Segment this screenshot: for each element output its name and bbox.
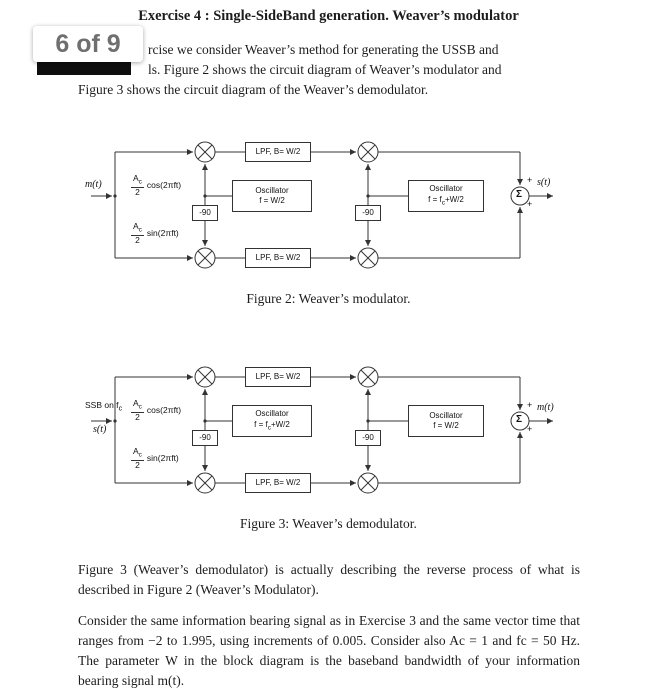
fig3-input-label: SSB on $f_c$ <box>85 400 123 413</box>
amplitude-numerator <box>131 447 144 461</box>
fig2-cos-carrier-label <box>131 174 181 197</box>
fig3-oscillator-second <box>408 405 484 437</box>
multiplier-icon <box>358 367 378 387</box>
fig3-cos-carrier-label <box>131 399 181 422</box>
fig3-phase-shifter-second <box>355 430 381 446</box>
amplitude-fraction <box>131 222 144 245</box>
lpf-label: LPF, B= W/2 <box>255 252 301 262</box>
amplitude-denominator: 2 <box>135 460 140 471</box>
amp-symbol: A <box>133 398 139 408</box>
amplitude-numerator <box>131 399 144 413</box>
multiplier-icon <box>195 248 215 268</box>
fig3-oscillator-first <box>232 405 312 437</box>
fig3-phase-shifter-first <box>192 430 218 446</box>
oscillator-label: Oscillator <box>255 185 289 195</box>
intro-text-line2: ls. Figure 2 shows the circuit diagram of Weaver’s modulator and <box>148 62 502 77</box>
fig2-output-label: s(t) <box>537 177 551 188</box>
fig3-input-signal-label: s(t) <box>93 424 107 435</box>
figure-3-wiring <box>85 355 575 515</box>
figure-3-caption: Figure 3: Weaver’s demodulator. <box>240 516 417 531</box>
lpf-label: LPF, B= W/2 <box>255 477 301 487</box>
fig2-oscillator-first <box>232 180 312 212</box>
amp-subscript: c <box>138 451 142 459</box>
amplitude-fraction <box>131 174 144 197</box>
fig3-lpf-bottom <box>245 473 311 493</box>
oscillator-frequency: f = W/2 <box>433 421 459 430</box>
fig2-lpf-top <box>245 142 311 162</box>
oscillator-label: Oscillator <box>429 410 463 420</box>
sigma-symbol: Σ <box>516 189 523 200</box>
phase-shift-label: -90 <box>362 432 374 442</box>
sin-term: sin(2πft) <box>146 453 179 464</box>
fig2-sin-carrier-label <box>131 222 179 245</box>
multiplier-icon <box>195 142 215 162</box>
fig2-lpf-bottom <box>245 248 311 268</box>
freq-subscript: c <box>441 199 445 207</box>
sin-term: sin(2πft) <box>146 228 179 239</box>
amp-subscript: c <box>138 178 142 186</box>
intro-text-line3: Figure 3 shows the circuit diagram of the Weaver’s demodulator. <box>78 82 429 97</box>
amp-symbol: A <box>133 173 139 183</box>
phase-shift-label: -90 <box>199 432 211 442</box>
intro-text-line1: rcise we consider Weaver’s method for generating the USSB and <box>148 42 499 57</box>
fig2-input-label: m(t) <box>85 179 102 190</box>
sigma-symbol: Σ <box>516 414 523 425</box>
fig3-sin-carrier-label <box>131 447 179 470</box>
figure-3-diagram <box>85 355 575 515</box>
multiplier-icon <box>358 142 378 162</box>
multiplier-icon <box>195 473 215 493</box>
figure-2-diagram <box>85 130 575 290</box>
fig2-oscillator-second <box>408 180 484 212</box>
fig3-lpf-top <box>245 367 311 387</box>
oscillator-frequency: f = W/2 <box>259 196 285 205</box>
oscillator-label: Oscillator <box>255 409 289 419</box>
input-subscript: c <box>118 404 123 413</box>
cos-term: cos(2πft) <box>146 405 182 416</box>
fig3-output-label: m(t) <box>537 402 554 413</box>
plus-sign-bottom: + <box>527 424 533 434</box>
figure-2-wiring <box>85 130 575 290</box>
oscillator-frequency: $f = f_c+W/2$ <box>254 419 290 432</box>
page-position-badge: 6 of 9 <box>33 26 143 62</box>
amplitude-fraction <box>131 447 144 470</box>
freq-subscript: c <box>267 424 271 432</box>
oscillator-frequency: $f = f_c+W/2$ <box>428 194 464 207</box>
multiplier-icon <box>358 473 378 493</box>
amplitude-numerator <box>131 174 144 188</box>
amplitude-denominator: 2 <box>135 235 140 246</box>
page-title: Exercise 4 : Single-SideBand generation. Weaver’s modulator <box>138 8 519 24</box>
lpf-label: LPF, B= W/2 <box>255 371 301 381</box>
oscillator-label: Oscillator <box>429 184 463 194</box>
lpf-label: LPF, B= W/2 <box>255 146 301 156</box>
fig2-phase-shifter-first <box>192 205 218 221</box>
amp-symbol: A <box>133 446 139 456</box>
amp-subscript: c <box>138 403 142 411</box>
fig2-phase-shifter-second <box>355 205 381 221</box>
paragraph-exercise-instructions: Consider the same information bearing signal as in Exercise 3 and the same vector time that ranges from −2 to 1.995, using increments of 0.005. Consider also Ac = 1 and fc = 50 Hz. The parameter W in the block diagram is the baseband bandwidth of your information bearing signal m(t). <box>78 613 580 688</box>
amp-symbol: A <box>133 221 139 231</box>
amplitude-denominator: 2 <box>135 187 140 198</box>
cos-term: cos(2πft) <box>146 180 182 191</box>
paragraph-reverse-process: Figure 3 (Weaver’s demodulator) is actually describing the reverse process of what is described in Figure 2 (Weaver’s Modulator). <box>78 562 580 597</box>
plus-sign-top: + <box>527 175 533 185</box>
amplitude-fraction <box>131 399 144 422</box>
phase-shift-label: -90 <box>199 207 211 217</box>
amplitude-numerator <box>131 222 144 236</box>
plus-sign-top: + <box>527 400 533 410</box>
plus-sign-bottom: + <box>527 199 533 209</box>
amplitude-denominator: 2 <box>135 412 140 423</box>
multiplier-icon <box>358 248 378 268</box>
amp-subscript: c <box>138 226 142 234</box>
multiplier-icon <box>195 367 215 387</box>
figure-2-caption: Figure 2: Weaver’s modulator. <box>246 291 411 306</box>
phase-shift-label: -90 <box>362 207 374 217</box>
